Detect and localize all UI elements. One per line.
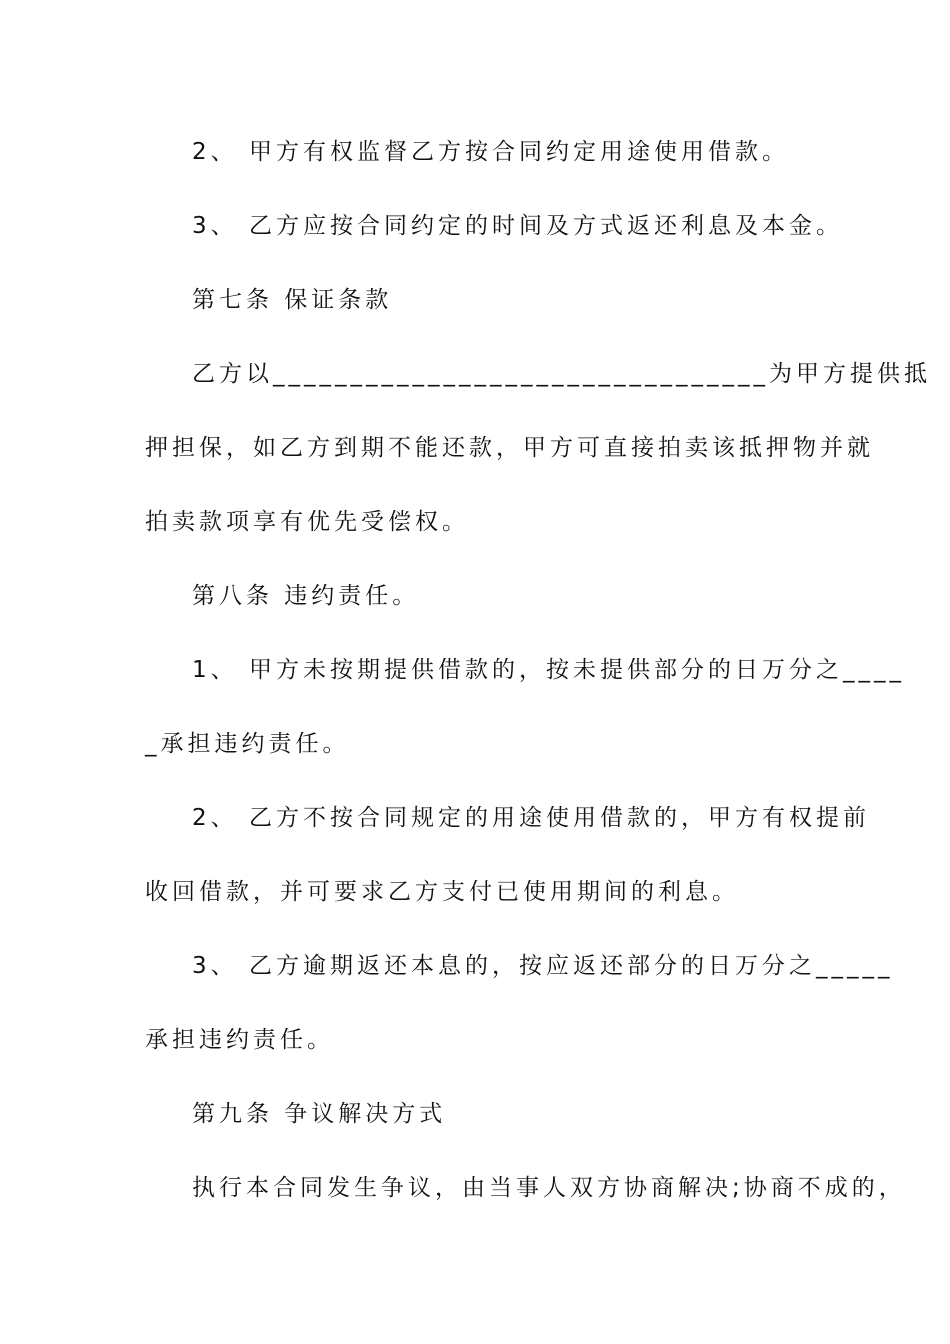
clause-7-text-line-1: 乙方以________________________________为甲方提供抵 [192,361,931,387]
clause-9-text-line-1: 执行本合同发生争议，由当事人双方协商解决;协商不成的， [192,1175,906,1201]
clause-7-text-line-2: 押担保，如乙方到期不能还款，甲方可直接拍卖该抵押物并就 [145,435,874,461]
clause-6-item-3: 3、 乙方应按合同约定的时间及方式返还利息及本金。 [192,213,843,239]
clause-8-heading: 第八条 违约责任。 [192,583,420,609]
clause-8-item-2-line-2: 收回借款，并可要求乙方支付已使用期间的利息。 [145,879,739,905]
clause-8-item-2-line-1: 2、 乙方不按合同规定的用途使用借款的，甲方有权提前 [192,805,870,831]
clause-7-text-line-3: 拍卖款项享有优先受偿权。 [145,509,469,535]
clause-7-heading: 第七条 保证条款 [192,287,393,313]
clause-8-item-1-line-1: 1、 甲方未按期提供借款的，按未提供部分的日万分之____ [192,657,905,683]
clause-8-item-3-line-2: 承担违约责任。 [145,1027,334,1053]
clause-8-item-3-line-1: 3、 乙方逾期返还本息的，按应返还部分的日万分之_____ [192,953,894,979]
clause-8-item-1-line-2: _承担违约责任。 [145,731,350,757]
clause-6-item-2: 2、 甲方有权监督乙方按合同约定用途使用借款。 [192,139,789,165]
clause-9-heading: 第九条 争议解决方式 [192,1101,447,1127]
